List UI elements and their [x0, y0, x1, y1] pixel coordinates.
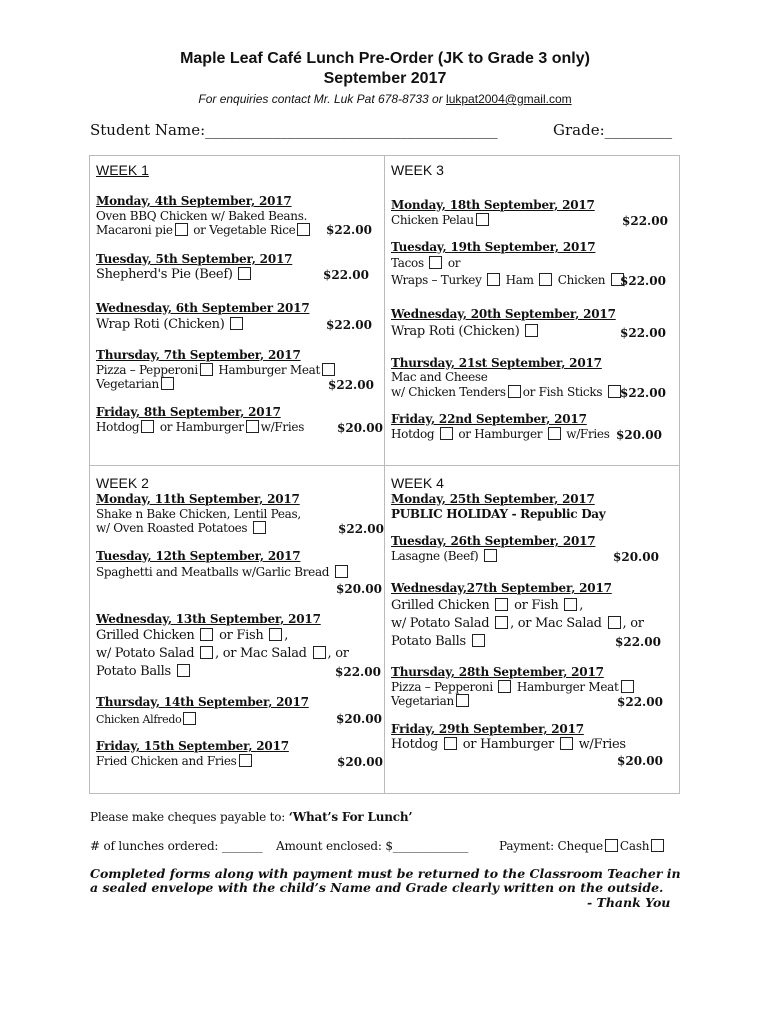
menu-item: Wrap Roti (Chicken) [391, 324, 520, 339]
menu-item-line [96, 664, 192, 679]
menu-item: w/ Chicken Tenders [391, 385, 506, 399]
week-1-label: WEEK 1 [96, 162, 149, 178]
menu-item-line [391, 616, 644, 631]
day-heading: Monday, 4th September, 2017 [96, 194, 292, 208]
menu-item: or Fish [219, 628, 264, 643]
day-heading: Wednesday, 6th September 2017 [96, 301, 310, 315]
price: $20.00 [616, 428, 662, 442]
menu-item: Potato Balls [391, 634, 466, 649]
menu-item: , or [327, 646, 349, 661]
menu-item-line [96, 754, 254, 768]
checkbox[interactable] [335, 565, 348, 578]
menu-item: w/ Potato Salad [96, 646, 195, 661]
checkbox[interactable] [246, 420, 259, 433]
menu-item: or Vegetable Rice [193, 223, 296, 237]
menu-item-line [391, 598, 583, 613]
menu-item: Chicken [557, 273, 606, 287]
checkbox[interactable] [253, 521, 266, 534]
checkbox[interactable] [322, 363, 335, 376]
page-subtitle: September 2017 [323, 70, 447, 87]
menu-item-line [96, 377, 176, 391]
checkbox[interactable] [487, 273, 500, 286]
menu-item: w/Fries [260, 420, 305, 434]
week-1-cell [90, 156, 385, 466]
menu-item: , or Mac Salad [510, 616, 602, 631]
menu-item: w/ Potato Salad [391, 616, 490, 631]
student-name-blank[interactable]: _______________________________________ [205, 121, 498, 139]
cheques-line [90, 810, 412, 824]
price: $20.00 [336, 712, 382, 726]
price: $22.00 [328, 378, 374, 392]
page-title: Maple Leaf Café Lunch Pre-Order (JK to Grade 3 only) [180, 50, 590, 67]
menu-item: Hamburger Meat [516, 680, 619, 694]
menu-item-line [96, 267, 253, 282]
week-4-cell [385, 466, 680, 794]
day-heading: Monday, 11th September, 2017 [96, 492, 300, 506]
checkbox[interactable] [440, 427, 453, 440]
cheque-checkbox[interactable] [605, 839, 618, 852]
menu-item-line [96, 317, 245, 332]
menu-item: Fried Chicken and Fries [96, 754, 237, 768]
checkbox[interactable] [476, 213, 489, 226]
checkbox[interactable] [269, 628, 282, 641]
menu-item-line [391, 549, 499, 563]
menu-item: , or [622, 616, 644, 631]
price: $20.00 [336, 582, 382, 596]
price: $20.00 [337, 421, 383, 435]
menu-item: Hotdog [96, 420, 140, 434]
day-heading: Tuesday, 12th September, 2017 [96, 549, 301, 563]
menu-grid [89, 155, 680, 794]
price: $22.00 [620, 386, 666, 400]
menu-item: , [579, 598, 584, 613]
menu-item-line [391, 385, 623, 399]
checkbox[interactable] [175, 223, 188, 236]
day-heading: Wednesday,27th September, 2017 [391, 581, 612, 595]
menu-item: Spaghetti and Meatballs w/Garlic Bread [96, 565, 330, 579]
student-name-field[interactable] [90, 121, 498, 139]
enquiries-line [0, 92, 770, 106]
cash-checkbox[interactable] [651, 839, 664, 852]
menu-item: Shepherd's Pie (Beef) [96, 267, 233, 282]
menu-item-line [96, 565, 350, 579]
menu-item-line [391, 273, 626, 287]
menu-item: , or Mac Salad [215, 646, 307, 661]
cheques-payee: ‘What’s For Lunch’ [288, 810, 413, 824]
menu-item: Wrap Roti (Chicken) [96, 317, 225, 332]
checkbox[interactable] [472, 634, 485, 647]
menu-item-line [96, 420, 304, 434]
menu-item: w/ Oven Roasted Potatoes [96, 521, 248, 535]
checkbox[interactable] [429, 256, 442, 269]
menu-item: Macaroni pie [96, 223, 173, 237]
menu-item-line [391, 427, 610, 441]
menu-item-line [96, 223, 312, 237]
price: $22.00 [338, 522, 384, 536]
price: $20.00 [613, 550, 659, 564]
menu-item: Grilled Chicken [391, 598, 490, 613]
checkbox[interactable] [200, 646, 213, 659]
price: $22.00 [615, 635, 661, 649]
menu-item: or [447, 256, 461, 270]
day-heading: Thursday, 7th September, 2017 [96, 348, 301, 362]
price: $22.00 [335, 665, 381, 679]
day-heading: Thursday, 28th September, 2017 [391, 665, 604, 679]
menu-item-line [391, 634, 487, 649]
checkbox[interactable] [525, 324, 538, 337]
menu-item: Potato Balls [96, 664, 171, 679]
checkbox[interactable] [564, 598, 577, 611]
menu-item: Tacos [391, 256, 424, 270]
price: $22.00 [622, 214, 668, 228]
menu-item-line [391, 680, 636, 694]
menu-item: Pizza – Pepperoni [391, 680, 493, 694]
day-heading: Tuesday, 26th September, 2017 [391, 534, 596, 548]
checkbox[interactable] [495, 616, 508, 629]
price: $22.00 [617, 695, 663, 709]
student-name-label: Student Name: [90, 121, 206, 139]
menu-item: Vegetarian [391, 694, 454, 708]
week-3-label: WEEK 3 [391, 162, 444, 178]
checkbox[interactable] [444, 737, 457, 750]
thank-you: - Thank You [587, 895, 671, 910]
menu-item: Lasagne (Beef) [391, 549, 479, 563]
menu-item-line [96, 712, 198, 726]
payment-label: Payment: Cheque [499, 839, 603, 853]
day-heading: Thursday, 14th September, 2017 [96, 695, 309, 709]
checkbox[interactable] [608, 616, 621, 629]
checkbox[interactable] [508, 385, 521, 398]
week-4-label: WEEK 4 [391, 475, 444, 491]
menu-item: Shake n Bake Chicken, Lentil Peas, [96, 507, 301, 521]
checkbox[interactable] [313, 646, 326, 659]
menu-item-line [96, 363, 337, 377]
week-2-cell [90, 466, 385, 794]
day-heading: Tuesday, 19th September, 2017 [391, 240, 596, 254]
menu-item: Grilled Chicken [96, 628, 195, 643]
return-instructions: Completed forms along with payment must be returned to the Classroom Teacher in a sealed envelope with the child’s Name and Grade clearly written on the outside. [90, 866, 681, 895]
menu-item: or Fish [514, 598, 559, 613]
amount-enclosed-field[interactable]: Amount enclosed: $_____________ [276, 839, 469, 853]
price: $20.00 [617, 754, 663, 768]
menu-item: w/Fries [578, 737, 626, 752]
menu-item: w/Fries [566, 427, 610, 441]
menu-item: Mac and Cheese [391, 370, 488, 384]
checkbox[interactable] [539, 273, 552, 286]
grade-field[interactable] [553, 121, 672, 139]
checkbox[interactable] [608, 385, 621, 398]
cash-label: Cash [619, 839, 650, 853]
checkbox[interactable] [495, 598, 508, 611]
price: $22.00 [326, 223, 372, 237]
menu-item: Oven BBQ Chicken w/ Baked Beans. [96, 209, 308, 223]
day-heading: Friday, 22nd September, 2017 [391, 412, 587, 426]
menu-item-line [96, 628, 288, 643]
cheques-label: Please make cheques payable to: [90, 810, 289, 824]
checkbox[interactable] [484, 549, 497, 562]
menu-item: or Hamburger [159, 420, 244, 434]
price: $22.00 [326, 318, 372, 332]
menu-item: or Fish Sticks [522, 385, 603, 399]
checkbox[interactable] [621, 680, 634, 693]
menu-item-line [391, 737, 626, 752]
menu-item: Hamburger Meat [218, 363, 321, 377]
price: $20.00 [337, 755, 383, 769]
checkbox[interactable] [297, 223, 310, 236]
price: $22.00 [323, 268, 369, 282]
price: $22.00 [620, 326, 666, 340]
checkbox[interactable] [456, 694, 469, 707]
menu-item-line [96, 521, 268, 535]
checkbox[interactable] [141, 420, 154, 433]
price: $22.00 [620, 274, 666, 288]
checkbox[interactable] [200, 363, 213, 376]
grade-blank[interactable]: _________ [604, 121, 673, 139]
checkbox[interactable] [548, 427, 561, 440]
checkbox[interactable] [200, 628, 213, 641]
checkbox[interactable] [239, 754, 252, 767]
checkbox[interactable] [183, 712, 196, 725]
week-3-cell [385, 156, 680, 466]
payment-options [499, 839, 666, 853]
lunches-ordered-field[interactable]: # of lunches ordered: _______ [90, 839, 263, 853]
menu-item-line [96, 646, 349, 661]
menu-item: or Hamburger [462, 737, 554, 752]
menu-item: Ham [505, 273, 534, 287]
week-2-label: WEEK 2 [96, 475, 149, 491]
day-heading: Tuesday, 5th September, 2017 [96, 252, 293, 266]
menu-item: Chicken Alfredo [96, 713, 182, 726]
menu-item-line [391, 256, 460, 270]
menu-item-line [391, 324, 540, 339]
menu-item: , [284, 628, 289, 643]
day-heading: Friday, 8th September, 2017 [96, 405, 281, 419]
checkbox[interactable] [230, 317, 243, 330]
menu-item: Pizza – Pepperoni [96, 363, 198, 377]
checkbox[interactable] [560, 737, 573, 750]
day-heading: Friday, 15th September, 2017 [96, 739, 289, 753]
day-heading: Wednesday, 20th September, 2017 [391, 307, 616, 321]
menu-item: or Hamburger [458, 427, 543, 441]
day-heading: Monday, 18th September, 2017 [391, 198, 595, 212]
checkbox[interactable] [177, 664, 190, 677]
holiday-notice: PUBLIC HOLIDAY - Republic Day [391, 507, 606, 521]
grade-label: Grade: [553, 121, 605, 139]
day-heading: Wednesday, 13th September, 2017 [96, 612, 321, 626]
menu-item: Hotdog [391, 427, 435, 441]
checkbox[interactable] [498, 680, 511, 693]
menu-item: Hotdog [391, 737, 439, 752]
enquiries-text: For enquiries contact Mr. Luk Pat 678-8733 or [198, 92, 447, 106]
checkbox[interactable] [238, 267, 251, 280]
menu-item-line [391, 213, 491, 227]
menu-item: Vegetarian [96, 377, 159, 391]
day-heading: Monday, 25th September, 2017 [391, 492, 595, 506]
day-heading: Thursday, 21st September, 2017 [391, 356, 602, 370]
menu-item-line [391, 694, 471, 708]
day-heading: Friday, 29th September, 2017 [391, 722, 584, 736]
email-link[interactable]: lukpat2004@gmail.com [446, 92, 572, 106]
checkbox[interactable] [161, 377, 174, 390]
menu-item: Wraps – Turkey [391, 273, 482, 287]
menu-item: Chicken Pelau [391, 213, 474, 227]
